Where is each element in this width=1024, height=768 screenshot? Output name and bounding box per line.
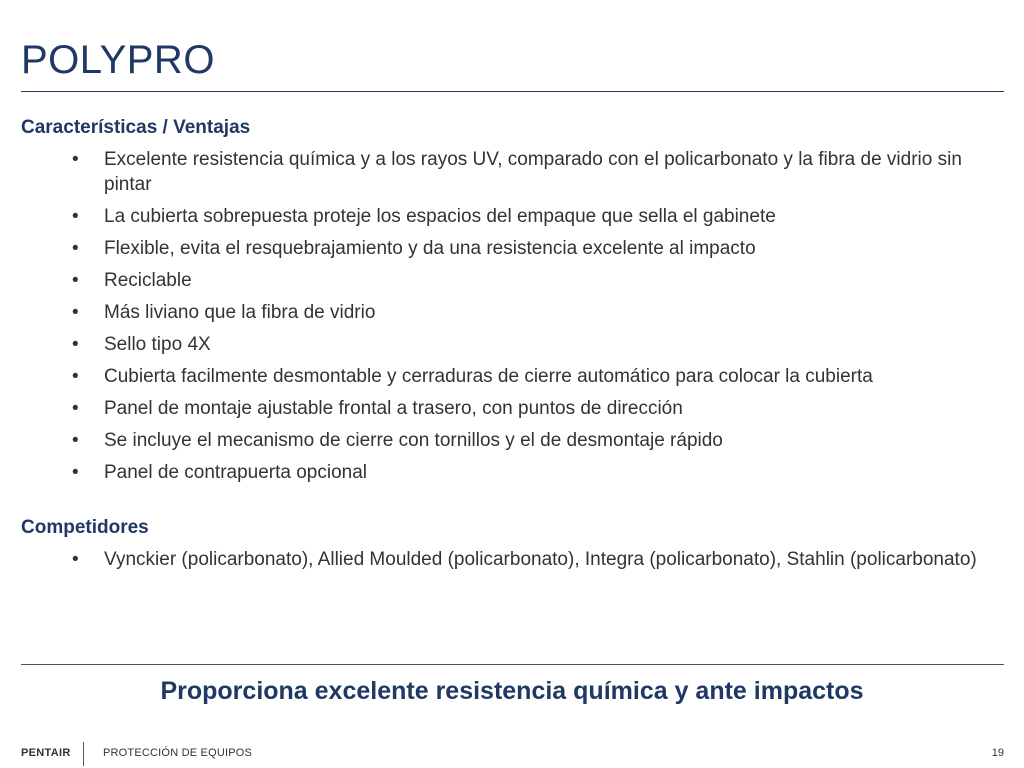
- slide-content: [21, 116, 1001, 579]
- bullet-icon: •: [72, 549, 79, 570]
- feature-text: Excelente resistencia química y a los rayos UV, comparado con el policarbonato y la fibra de vidrio sin pintar: [104, 149, 962, 195]
- features-heading: Características / Ventajas: [21, 117, 251, 138]
- feature-text: Cubierta facilmente desmontable y cerraduras de cierre automático para colocar la cubierta: [104, 366, 873, 387]
- brand-name: PENTAIR: [21, 747, 71, 759]
- competitors-list: [21, 547, 1001, 572]
- bullet-icon: •: [72, 206, 79, 227]
- bullet-icon: •: [72, 366, 79, 387]
- bullet-icon: •: [72, 302, 79, 323]
- slide-title: POLYPRO: [21, 38, 215, 82]
- feature-item: [21, 428, 1001, 453]
- key-message: Proporciona excelente resistencia química y ante impactos: [160, 677, 864, 705]
- feature-item: [21, 460, 1001, 485]
- bullet-icon: •: [72, 398, 79, 419]
- feature-text: Más liviano que la fibra de vidrio: [104, 302, 376, 323]
- footer-divider: [83, 742, 84, 766]
- headline-divider: [21, 664, 1004, 665]
- bullet-icon: •: [72, 270, 79, 291]
- bullet-icon: •: [72, 149, 79, 170]
- feature-item: [21, 332, 1001, 357]
- feature-text: Panel de montaje ajustable frontal a trasero, con puntos de dirección: [104, 398, 683, 419]
- feature-text: Panel de contrapuerta opcional: [104, 462, 368, 483]
- feature-item: [21, 204, 1001, 229]
- bullet-icon: •: [72, 238, 79, 259]
- competitors-heading: Competidores: [21, 517, 149, 538]
- competitor-text: Vynckier (policarbonato), Allied Moulded (policarbonato), Integra (policarbonato), Stahlin (policarbonato): [104, 549, 977, 570]
- features-list: [21, 147, 1001, 485]
- competitor-item: [21, 547, 1001, 572]
- feature-item: [21, 396, 1001, 421]
- bullet-icon: •: [72, 430, 79, 451]
- feature-item: [21, 147, 1001, 197]
- title-divider: [21, 91, 1004, 92]
- footer-section-label: PROTECCIÓN DE EQUIPOS: [103, 747, 253, 759]
- feature-item: [21, 268, 1001, 293]
- feature-text: Se incluye el mecanismo de cierre con tornillos y el de desmontaje rápido: [104, 430, 723, 451]
- page-number: 19: [991, 747, 1004, 759]
- bullet-icon: •: [72, 334, 79, 355]
- feature-item: [21, 300, 1001, 325]
- feature-text: La cubierta sobrepuesta proteje los espacios del empaque que sella el gabinete: [104, 206, 776, 227]
- feature-text: Reciclable: [104, 270, 192, 291]
- feature-text: Flexible, evita el resquebrajamiento y da una resistencia excelente al impacto: [104, 238, 756, 259]
- feature-item: [21, 236, 1001, 261]
- feature-text: Sello tipo 4X: [104, 334, 211, 355]
- slide-footer: [21, 742, 1004, 766]
- bullet-icon: •: [72, 462, 79, 483]
- feature-item: [21, 364, 1001, 389]
